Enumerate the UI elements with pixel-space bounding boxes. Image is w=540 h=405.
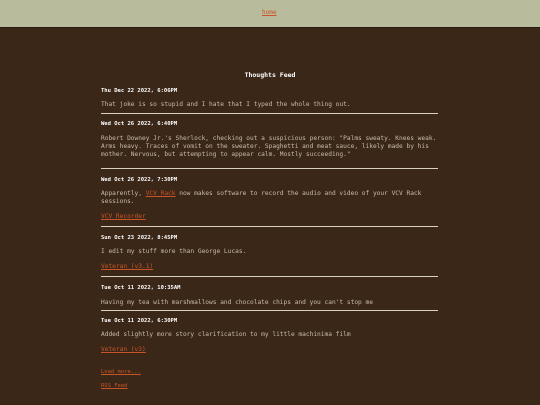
feed-entry <box>101 121 438 159</box>
entry-divider <box>101 168 438 169</box>
entry-date: Sun Oct 23 2022, 8:45PM <box>101 235 178 241</box>
entry-text: Added slightly more story clarification to my little machinima film <box>101 331 351 338</box>
entry-date: Wed Oct 26 2022, 6:40PM <box>101 121 178 127</box>
vcv-rack-link[interactable]: VCV Rack <box>145 190 176 197</box>
feed-entry <box>101 318 438 353</box>
vcv-recorder-link[interactable]: VCV Recorder <box>101 213 146 220</box>
load-more-link[interactable]: Load more... <box>101 369 141 375</box>
entry-divider <box>101 226 438 227</box>
entry-date: Thu Dec 22 2022, 6:06PM <box>101 88 178 94</box>
entry-text <box>101 190 438 206</box>
rss-feed-link[interactable]: RSS Feed <box>101 383 128 389</box>
entry-text: Having my tea with marshmallows and chocolate chips and you can't stop me <box>101 299 373 306</box>
home-link[interactable]: home <box>262 9 277 16</box>
entry-divider <box>101 276 438 277</box>
entry-date: Wed Oct 26 2022, 7:30PM <box>101 177 178 183</box>
veteran-v31-link[interactable]: Veteran (v3.1) <box>101 263 154 270</box>
top-nav-bar <box>0 0 540 28</box>
entry-text: I edit my stuff more than George Lucas. <box>101 248 247 255</box>
veteran-v3-link[interactable]: Veteran (v3) <box>101 346 146 353</box>
feed-entry <box>101 235 438 270</box>
entry-text: Robert Downey Jr.'s Sherlock, checking out a suspicious person: "Palms sweaty. Knees weak. Arms heavy. Traces of vomit on the sweater. Spaghetti and meat sauce, likely made by his mother. Nervous, but attempting to appear calm. Mostly succeeding." <box>101 135 437 158</box>
entry-date: Tue Oct 11 2022, 10:35AM <box>101 285 181 291</box>
feed-entry <box>101 177 438 220</box>
entry-divider <box>101 310 438 311</box>
entry-divider <box>101 113 438 114</box>
entry-date: Tue Oct 11 2022, 6:30PM <box>101 318 178 324</box>
entry-text-start: Apparently, <box>101 190 146 197</box>
feed-entry <box>101 285 438 307</box>
entry-text: That joke is so stupid and I hate that I typed the whole thing out. <box>101 101 351 108</box>
page-title: Thoughts Feed <box>244 71 296 79</box>
feed-entry <box>101 88 438 109</box>
entry-text-end: now makes software to record the audio and video of your VCV Rack sessions. <box>101 190 422 205</box>
